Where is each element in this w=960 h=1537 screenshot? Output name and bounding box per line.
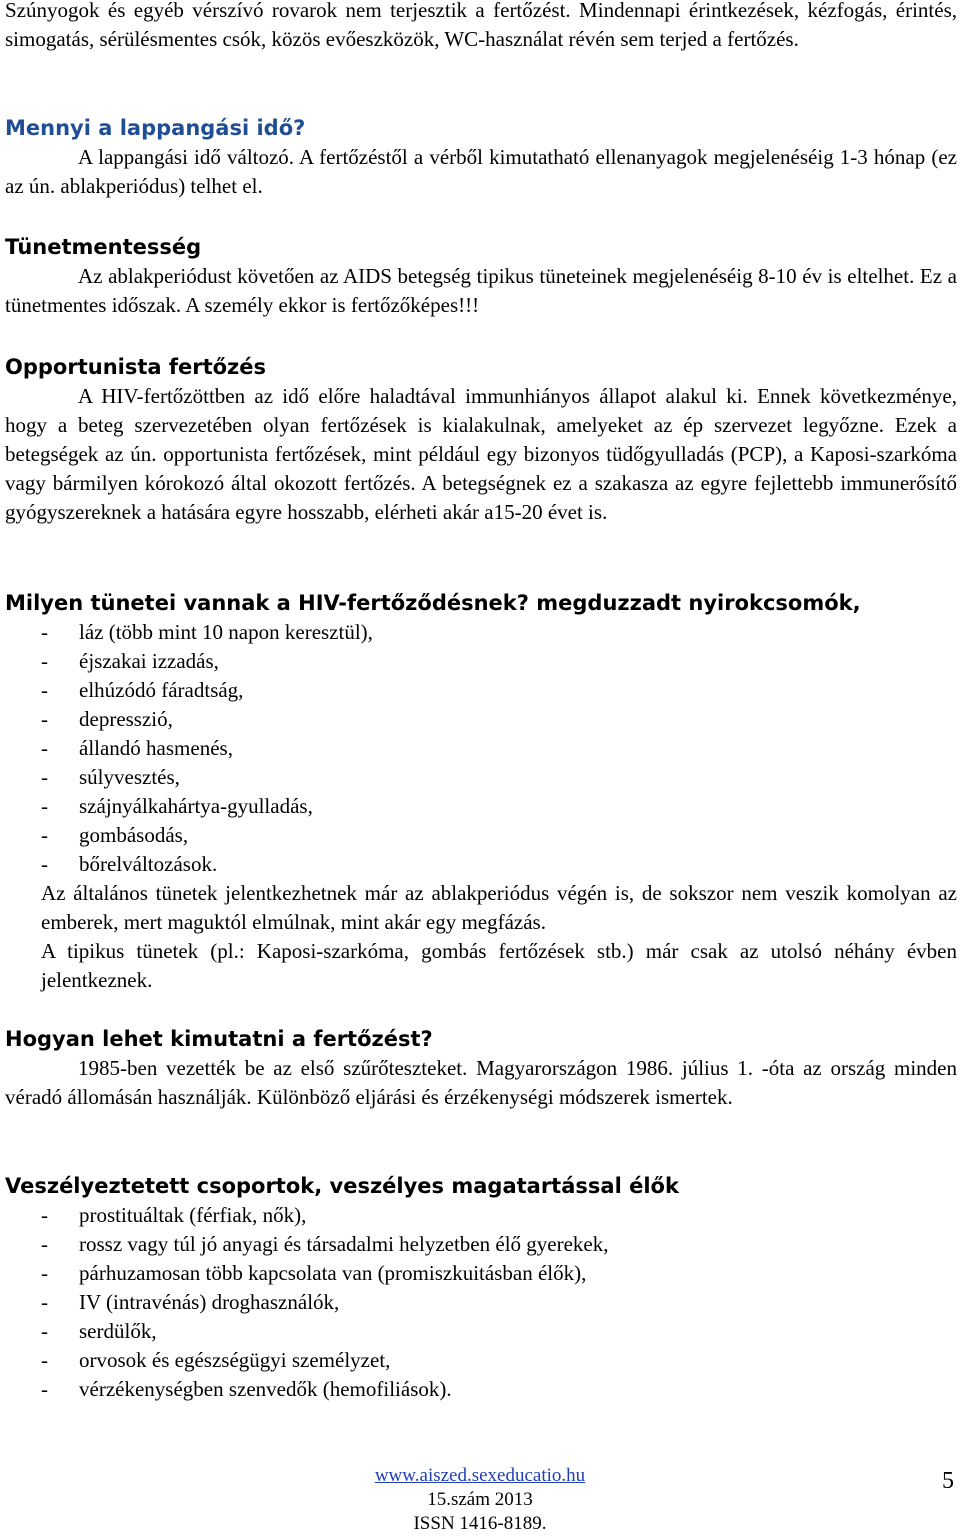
symptoms-note-1: Az általános tünetek jelentkezhetnek már az ablakperiódus végén is, de sokszor nem veszik komolyan az emberek, mert maguktól elmúlnak, mint akár egy megfázás. xyxy=(41,881,957,934)
list-item: - rossz vagy túl jó anyagi és társadalmi helyzetben élő gyerekek, xyxy=(5,1230,957,1259)
opportunist-text: A HIV-fertőzöttben az idő előre haladtával immunhiányos állapot alakul ki. Ennek következménye, hogy a beteg szervezetében olyan fertőzések is kialakulnak, amelyeket az ép szervezet legyőzne. Ezek a betegségek az ún. opportunista fertőzések, mint például egy bizonyos tüdőgyulladás (PCP), a Kaposi-szarkóma vagy bármilyen kórokozó által okozott fertőzés. A betegségnek ez a szakasza az egyre fejlettebb immunerősítő gyógyszereknek a hatására egyre hosszabb, elérheti akár a15-20 évet is. xyxy=(5,384,957,524)
footer-website-link[interactable]: www.aiszed.sexeducatio.hu xyxy=(374,1465,586,1486)
risk-section xyxy=(5,1172,957,1404)
symptomless-text: Az ablakperiódust követően az AIDS betegség tipikus tüneteinek megjelenéséig 8-10 év is eltelhet. Ez a tünetmentes időszak. A személy ekkor is fertőzőképes!!! xyxy=(5,264,957,317)
list-item: - szájnyálkahártya-gyulladás, xyxy=(5,792,957,821)
incubation-section xyxy=(5,114,957,201)
list-item: - orvosok és egészségügyi személyzet, xyxy=(5,1346,957,1375)
incubation-text: A lappangási idő változó. A fertőzéstől a vérből kimutatható ellenanyagok megjelenéséig 1-3 hónap (ez az ún. ablakperiódus) telhet el. xyxy=(5,145,957,198)
list-item: - depresszió, xyxy=(5,705,957,734)
symptoms-list xyxy=(5,618,957,879)
opportunist-section xyxy=(5,353,957,527)
list-item: - párhuzamosan több kapcsolata van (promiszkuitásban élők), xyxy=(5,1259,957,1288)
list-item: - serdülők, xyxy=(5,1317,957,1346)
list-item: - vérzékenységben szenvedők (hemofiliások). xyxy=(5,1375,957,1404)
footer-issue: 15.szám 2013 xyxy=(427,1489,533,1510)
risk-list xyxy=(5,1201,957,1404)
symptoms-heading: Milyen tünetei vannak a HIV-fertőződésnek? megduzzadt nyirokcsomók, xyxy=(5,591,861,615)
list-item: - láz (több mint 10 napon keresztül), xyxy=(5,618,957,647)
list-item: - elhúzódó fáradtság, xyxy=(5,676,957,705)
incubation-heading: Mennyi a lappangási idő? xyxy=(5,116,306,140)
symptomless-heading: Tünetmentesség xyxy=(5,235,202,259)
symptoms-section xyxy=(5,589,957,995)
page-number: 5 xyxy=(942,1468,954,1494)
detection-section xyxy=(5,1025,957,1112)
symptoms-note-2: A tipikus tünetek (pl.: Kaposi-szarkóma, gombás fertőzések stb.) már csak az utolsó néhány évben jelentkeznek. xyxy=(41,939,957,992)
detection-heading: Hogyan lehet kimutatni a fertőzést? xyxy=(5,1027,433,1051)
opportunist-heading: Opportunista fertőzés xyxy=(5,355,267,379)
list-item: - bőrelváltozások. xyxy=(5,850,957,879)
footer-issn: ISSN 1416-8189. xyxy=(413,1513,547,1534)
list-item: - súlyvesztés, xyxy=(5,763,957,792)
symptoms-notes xyxy=(5,879,957,995)
list-item: - prostituáltak (férfiak, nők), xyxy=(5,1201,957,1230)
list-item: - gombásodás, xyxy=(5,821,957,850)
page-footer xyxy=(0,1464,960,1536)
list-item: - éjszakai izzadás, xyxy=(5,647,957,676)
symptomless-section xyxy=(5,233,957,320)
detection-text: 1985-ben vezették be az első szűrőteszteket. Magyarországon 1986. július 1. -óta az ország minden véradó állomásán használják. Különböző eljárási és érzékenységi módszerek ismertek. xyxy=(5,1056,957,1109)
intro-paragraph: Szúnyogok és egyéb vérszívó rovarok nem terjesztik a fertőzést. Mindennapi érintkezések, kézfogás, érintés, simogatás, sérülésmentes csók, közös evőeszközök, WC-használat révén sem terjed a fertőzés. xyxy=(5,0,957,51)
list-item: - állandó hasmenés, xyxy=(5,734,957,763)
risk-heading: Veszélyeztetett csoportok, veszélyes magatartással élők xyxy=(5,1174,679,1198)
list-item: - IV (intravénás) droghasználók, xyxy=(5,1288,957,1317)
